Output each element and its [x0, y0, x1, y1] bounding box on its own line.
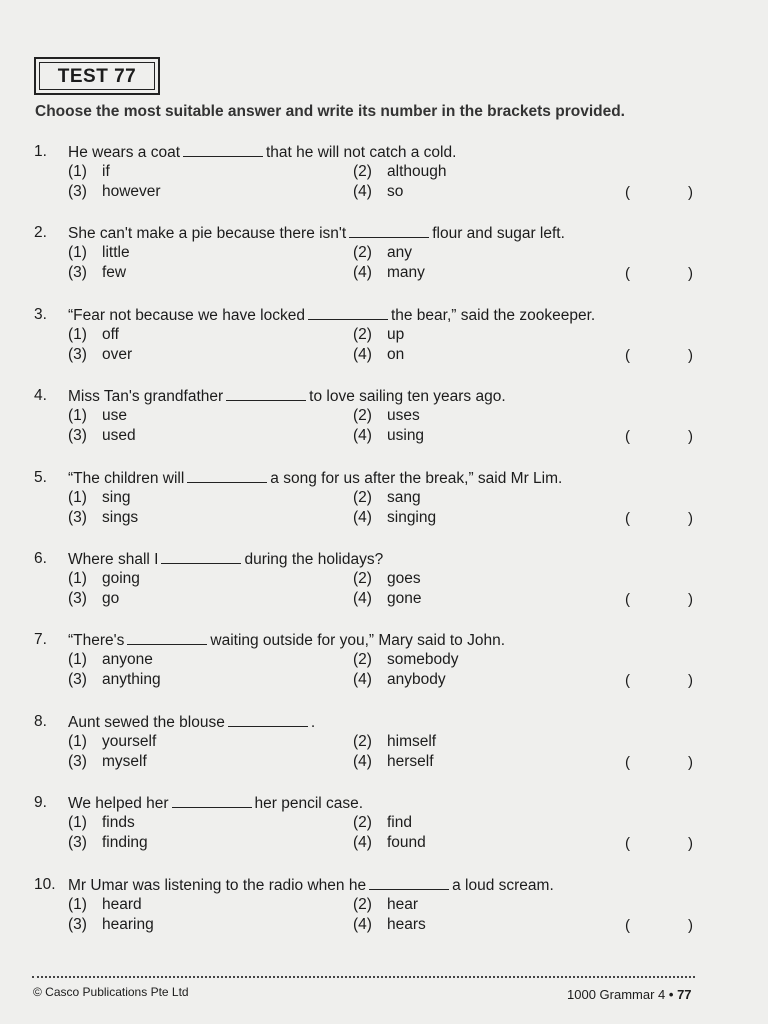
answer-bracket-close: )	[688, 428, 693, 445]
question-item	[0, 550, 768, 612]
question-stem	[68, 550, 383, 569]
stem-before: He wears a coat	[68, 144, 180, 161]
option-number: (2)	[353, 326, 372, 343]
option-text: going	[102, 570, 140, 587]
option-number: (4)	[353, 264, 372, 281]
option-text: on	[387, 346, 405, 363]
answer-blank	[228, 713, 308, 727]
option-3	[68, 183, 161, 201]
option-number: (3)	[68, 834, 87, 851]
option-text: finds	[102, 814, 135, 831]
option-4	[353, 590, 421, 608]
option-number: (3)	[68, 427, 87, 444]
option-2	[353, 489, 421, 507]
option-2	[353, 244, 412, 262]
answer-blank	[127, 631, 207, 645]
option-3	[68, 834, 148, 852]
option-number: (3)	[68, 346, 87, 363]
option-text: found	[387, 834, 426, 851]
question-number: 3.	[34, 306, 47, 323]
option-1	[68, 489, 130, 507]
option-1	[68, 244, 130, 262]
option-text: used	[102, 427, 136, 444]
option-number: (1)	[68, 814, 87, 831]
option-number: (4)	[353, 834, 372, 851]
footer-divider	[32, 976, 695, 978]
answer-bracket-open[interactable]: (	[625, 265, 630, 282]
answer-bracket-open[interactable]: (	[625, 184, 630, 201]
option-number: (4)	[353, 427, 372, 444]
stem-before: Miss Tan's grandfather	[68, 388, 224, 405]
option-4	[353, 509, 436, 527]
stem-before: Mr Umar was listening to the radio when he	[68, 877, 367, 894]
answer-bracket-open[interactable]: (	[625, 591, 630, 608]
question-item	[0, 387, 768, 449]
option-4	[353, 427, 424, 445]
question-number: 8.	[34, 713, 47, 730]
answer-bracket-open[interactable]: (	[625, 510, 630, 527]
question-stem	[68, 387, 506, 406]
option-text: up	[387, 326, 405, 343]
stem-after: .	[310, 714, 316, 731]
answer-blank	[172, 794, 252, 808]
test-title-box	[34, 57, 160, 95]
stem-after: a loud scream.	[452, 877, 554, 894]
option-4	[353, 183, 403, 201]
option-2	[353, 896, 418, 914]
stem-before: We helped her	[68, 795, 169, 812]
option-text: sings	[102, 509, 139, 526]
option-number: (2)	[353, 896, 372, 913]
option-3	[68, 264, 126, 282]
answer-bracket-close: )	[688, 835, 693, 852]
option-number: (3)	[68, 183, 87, 200]
option-number: (2)	[353, 814, 372, 831]
option-text: so	[387, 183, 404, 200]
stem-before: “The children will	[68, 470, 185, 487]
option-text: sang	[387, 489, 421, 506]
page-number: 77	[677, 987, 692, 1002]
option-text: singing	[387, 509, 437, 526]
option-number: (2)	[353, 244, 372, 261]
question-stem	[68, 306, 595, 325]
option-3	[68, 346, 132, 364]
option-1	[68, 651, 153, 669]
option-1	[68, 570, 140, 588]
stem-after: her pencil case.	[254, 795, 364, 812]
option-text: heard	[102, 896, 142, 913]
stem-before: Where shall I	[68, 551, 159, 568]
bullet-separator: •	[668, 987, 674, 1002]
question-stem	[68, 713, 315, 732]
option-number: (3)	[68, 509, 87, 526]
option-text: gone	[387, 590, 422, 607]
question-item	[0, 876, 768, 938]
answer-bracket-open[interactable]: (	[625, 754, 630, 771]
option-text: little	[102, 244, 130, 261]
stem-after: a song for us after the break,” said Mr Lim.	[270, 470, 563, 487]
question-item	[0, 631, 768, 693]
option-text: over	[102, 346, 133, 363]
question-item	[0, 469, 768, 531]
option-text: if	[102, 163, 110, 180]
stem-after: flour and sugar left.	[432, 225, 565, 242]
option-3	[68, 427, 136, 445]
option-number: (1)	[68, 244, 87, 261]
option-1	[68, 814, 135, 832]
question-number: 4.	[34, 387, 47, 404]
option-3	[68, 590, 119, 608]
option-number: (1)	[68, 733, 87, 750]
page-footer	[567, 987, 692, 1002]
option-1	[68, 163, 110, 181]
option-4	[353, 834, 426, 852]
option-number: (3)	[68, 753, 87, 770]
option-text: go	[102, 590, 120, 607]
option-text: anything	[102, 671, 161, 688]
option-text: himself	[387, 733, 437, 750]
option-2	[353, 570, 421, 588]
option-number: (1)	[68, 896, 87, 913]
option-text: uses	[387, 407, 420, 424]
option-text: somebody	[387, 651, 459, 668]
answer-bracket-close: )	[688, 917, 693, 934]
answer-bracket-open[interactable]: (	[625, 835, 630, 852]
answer-blank	[226, 387, 306, 401]
option-number: (2)	[353, 407, 372, 424]
option-number: (1)	[68, 163, 87, 180]
stem-before: She can't make a pie because there isn't	[68, 225, 347, 242]
option-number: (1)	[68, 326, 87, 343]
answer-blank	[161, 550, 241, 564]
option-text: anybody	[387, 671, 446, 688]
question-number: 1.	[34, 143, 47, 160]
option-number: (4)	[353, 183, 372, 200]
question-stem	[68, 631, 505, 650]
answer-blank	[369, 876, 449, 890]
option-1	[68, 733, 156, 751]
option-text: myself	[102, 753, 147, 770]
option-text: anyone	[102, 651, 153, 668]
stem-before: “There's	[68, 632, 125, 649]
option-1	[68, 896, 142, 914]
question-item	[0, 794, 768, 856]
stem-before: Aunt sewed the blouse	[68, 714, 225, 731]
option-number: (2)	[353, 651, 372, 668]
option-3	[68, 509, 138, 527]
option-4	[353, 671, 446, 689]
answer-bracket-open[interactable]: (	[625, 917, 630, 934]
question-item	[0, 224, 768, 286]
option-2	[353, 326, 404, 344]
test-title: TEST 77	[57, 66, 137, 87]
answer-bracket-open[interactable]: (	[625, 672, 630, 689]
question-number: 2.	[34, 224, 47, 241]
book-title: 1000 Grammar 4	[567, 987, 666, 1002]
option-number: (4)	[353, 346, 372, 363]
question-stem	[68, 876, 554, 895]
option-text: goes	[387, 570, 421, 587]
option-2	[353, 733, 436, 751]
answer-bracket-close: )	[688, 591, 693, 608]
question-stem	[68, 469, 562, 488]
answer-bracket-close: )	[688, 265, 693, 282]
option-text: few	[102, 264, 127, 281]
option-2	[353, 163, 446, 181]
answer-bracket-close: )	[688, 510, 693, 527]
option-3	[68, 916, 154, 934]
answer-bracket-close: )	[688, 347, 693, 364]
answer-bracket-close: )	[688, 184, 693, 201]
question-number: 10.	[34, 876, 56, 893]
option-number: (2)	[353, 733, 372, 750]
option-2	[353, 651, 459, 669]
option-1	[68, 407, 127, 425]
option-number: (4)	[353, 753, 372, 770]
answer-bracket-open[interactable]: (	[625, 347, 630, 364]
option-number: (1)	[68, 570, 87, 587]
option-text: sing	[102, 489, 131, 506]
stem-after: that he will not catch a cold.	[266, 144, 457, 161]
question-item	[0, 143, 768, 205]
option-number: (3)	[68, 590, 87, 607]
question-item	[0, 713, 768, 775]
option-text: although	[387, 163, 447, 180]
stem-after: the bear,” said the zookeeper.	[390, 307, 596, 324]
question-number: 7.	[34, 631, 47, 648]
answer-blank	[183, 143, 263, 157]
option-text: use	[102, 407, 127, 424]
option-number: (2)	[353, 570, 372, 587]
option-3	[68, 753, 147, 771]
question-stem	[68, 143, 456, 162]
option-text: off	[102, 326, 119, 343]
answer-blank	[308, 306, 388, 320]
answer-bracket-close: )	[688, 754, 693, 771]
answer-bracket-open[interactable]: (	[625, 428, 630, 445]
stem-after: during the holidays?	[244, 551, 384, 568]
stem-after: waiting outside for you,” Mary said to John.	[210, 632, 506, 649]
option-text: however	[102, 183, 161, 200]
option-number: (4)	[353, 671, 372, 688]
answer-blank	[187, 469, 267, 483]
question-item	[0, 306, 768, 368]
option-3	[68, 671, 161, 689]
option-text: find	[387, 814, 412, 831]
option-text: finding	[102, 834, 148, 851]
option-text: herself	[387, 753, 434, 770]
option-text: hearing	[102, 916, 154, 933]
stem-before: “Fear not because we have locked	[68, 307, 305, 324]
question-number: 5.	[34, 469, 47, 486]
option-text: yourself	[102, 733, 157, 750]
publisher-credit: © Casco Publications Pte Ltd	[33, 985, 189, 999]
option-number: (2)	[353, 163, 372, 180]
question-number: 9.	[34, 794, 47, 811]
option-number: (3)	[68, 671, 87, 688]
option-number: (2)	[353, 489, 372, 506]
option-number: (1)	[68, 407, 87, 424]
option-text: many	[387, 264, 425, 281]
option-number: (4)	[353, 509, 372, 526]
answer-bracket-close: )	[688, 672, 693, 689]
option-number: (4)	[353, 590, 372, 607]
option-number: (4)	[353, 916, 372, 933]
option-2	[353, 814, 412, 832]
question-stem	[68, 224, 565, 243]
option-4	[353, 753, 434, 771]
answer-blank	[349, 224, 429, 238]
stem-after: to love sailing ten years ago.	[309, 388, 506, 405]
option-2	[353, 407, 420, 425]
option-1	[68, 326, 119, 344]
question-stem	[68, 794, 363, 813]
option-4	[353, 916, 426, 934]
option-text: hear	[387, 896, 419, 913]
instructions: Choose the most suitable answer and write its number in the brackets provided.	[35, 103, 625, 120]
option-text: hears	[387, 916, 426, 933]
option-4	[353, 264, 425, 282]
option-number: (3)	[68, 916, 87, 933]
option-4	[353, 346, 404, 364]
option-text: any	[387, 244, 412, 261]
question-number: 6.	[34, 550, 47, 567]
option-number: (1)	[68, 651, 87, 668]
option-number: (3)	[68, 264, 87, 281]
option-number: (1)	[68, 489, 87, 506]
option-text: using	[387, 427, 425, 444]
